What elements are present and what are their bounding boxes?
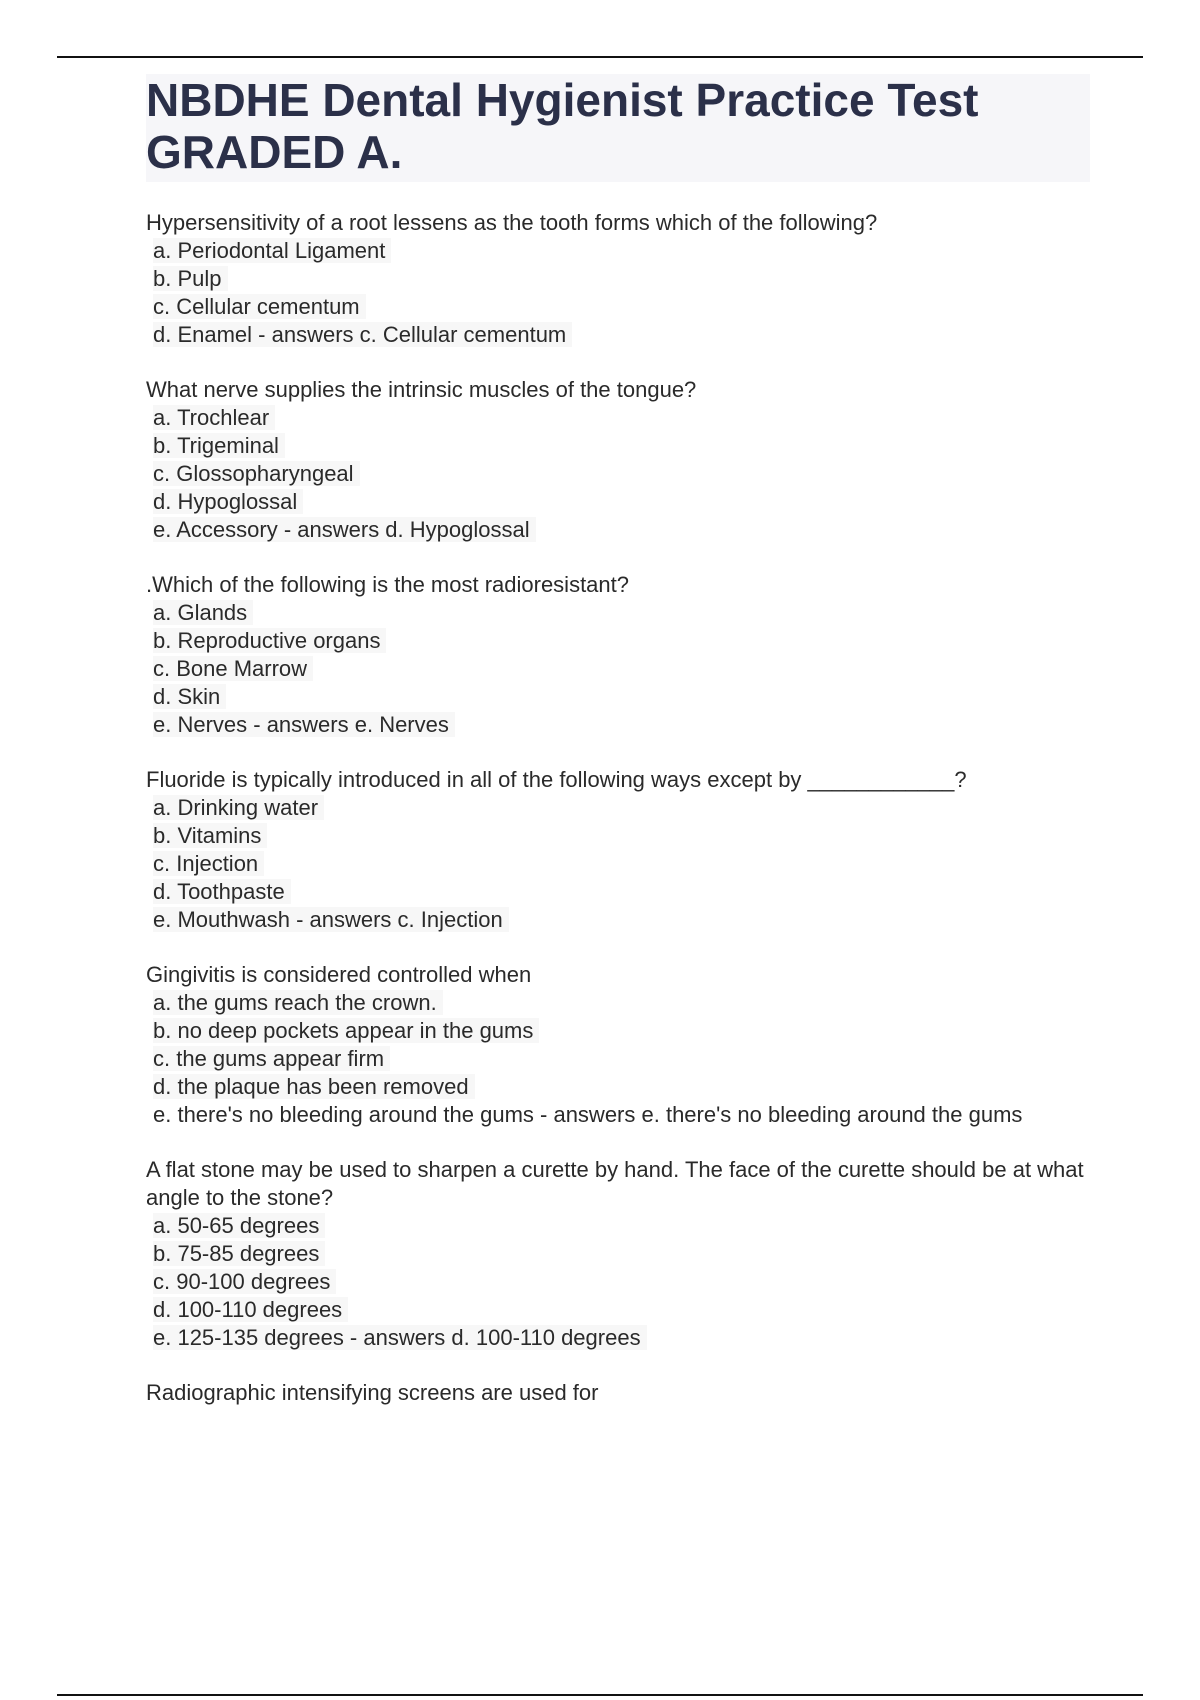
title-block bbox=[146, 74, 1090, 182]
option: a. 50-65 degrees bbox=[146, 1212, 1090, 1240]
question-block bbox=[146, 209, 1090, 349]
question-text: Fluoride is typically introduced in all of the following ways except by ____________? bbox=[146, 767, 967, 792]
question-block bbox=[146, 961, 1090, 1129]
option: c. the gums appear firm bbox=[146, 1045, 1090, 1073]
option: b. Reproductive organs bbox=[146, 627, 1090, 655]
option: a. the gums reach the crown. bbox=[146, 989, 1090, 1017]
question-text: Radiographic intensifying screens are used for bbox=[146, 1380, 599, 1405]
question-block bbox=[146, 1156, 1090, 1352]
question-block bbox=[146, 376, 1090, 544]
option: c. Injection bbox=[146, 850, 1090, 878]
question-text: A flat stone may be used to sharpen a curette by hand. The face of the curette should be at what angle to the stone? bbox=[146, 1157, 1084, 1210]
document-body bbox=[146, 74, 1090, 1434]
top-rule bbox=[57, 56, 1143, 58]
question-block bbox=[146, 766, 1090, 934]
question-block bbox=[146, 571, 1090, 739]
option: d. Toothpaste bbox=[146, 878, 1090, 906]
option-with-answer: e. Nerves - answers e. Nerves bbox=[146, 711, 1090, 739]
question-text: What nerve supplies the intrinsic muscles of the tongue? bbox=[146, 377, 697, 402]
option: b. Pulp bbox=[146, 265, 1090, 293]
question-text: Gingivitis is considered controlled when bbox=[146, 962, 532, 987]
page-title-line-1: NBDHE Dental Hygienist Practice Test bbox=[146, 74, 979, 126]
option-with-answer: e. there's no bleeding around the gums - answers e. there's no bleeding around the gums bbox=[153, 1102, 1023, 1127]
option: c. Glossopharyngeal bbox=[146, 460, 1090, 488]
question-text: Hypersensitivity of a root lessens as the tooth forms which of the following? bbox=[146, 210, 878, 235]
option-with-answer: d. Enamel - answers c. Cellular cementum bbox=[146, 321, 1090, 349]
bottom-rule bbox=[57, 1694, 1143, 1696]
option: d. the plaque has been removed bbox=[146, 1073, 1090, 1101]
page-title-line-2: GRADED A. bbox=[146, 126, 403, 178]
option: c. 90-100 degrees bbox=[146, 1268, 1090, 1296]
option: b. no deep pockets appear in the gums bbox=[146, 1017, 1090, 1045]
option: d. Hypoglossal bbox=[146, 488, 1090, 516]
option: b. Vitamins bbox=[146, 822, 1090, 850]
option: a. Trochlear bbox=[146, 404, 1090, 432]
option: d. 100-110 degrees bbox=[146, 1296, 1090, 1324]
option: a. Glands bbox=[146, 599, 1090, 627]
option: b. Trigeminal bbox=[146, 432, 1090, 460]
option-with-answer: e. Accessory - answers d. Hypoglossal bbox=[146, 516, 1090, 544]
option: d. Skin bbox=[146, 683, 1090, 711]
option-with-answer: e. Mouthwash - answers c. Injection bbox=[146, 906, 1090, 934]
option: a. Drinking water bbox=[146, 794, 1090, 822]
option: a. Periodontal Ligament bbox=[146, 237, 1090, 265]
option-with-answer: e. 125-135 degrees - answers d. 100-110 degrees bbox=[146, 1324, 1090, 1352]
option: c. Bone Marrow bbox=[146, 655, 1090, 683]
option: c. Cellular cementum bbox=[146, 293, 1090, 321]
question-text: .Which of the following is the most radioresistant? bbox=[146, 572, 630, 597]
option: b. 75-85 degrees bbox=[146, 1240, 1090, 1268]
question-block bbox=[146, 1379, 1090, 1407]
